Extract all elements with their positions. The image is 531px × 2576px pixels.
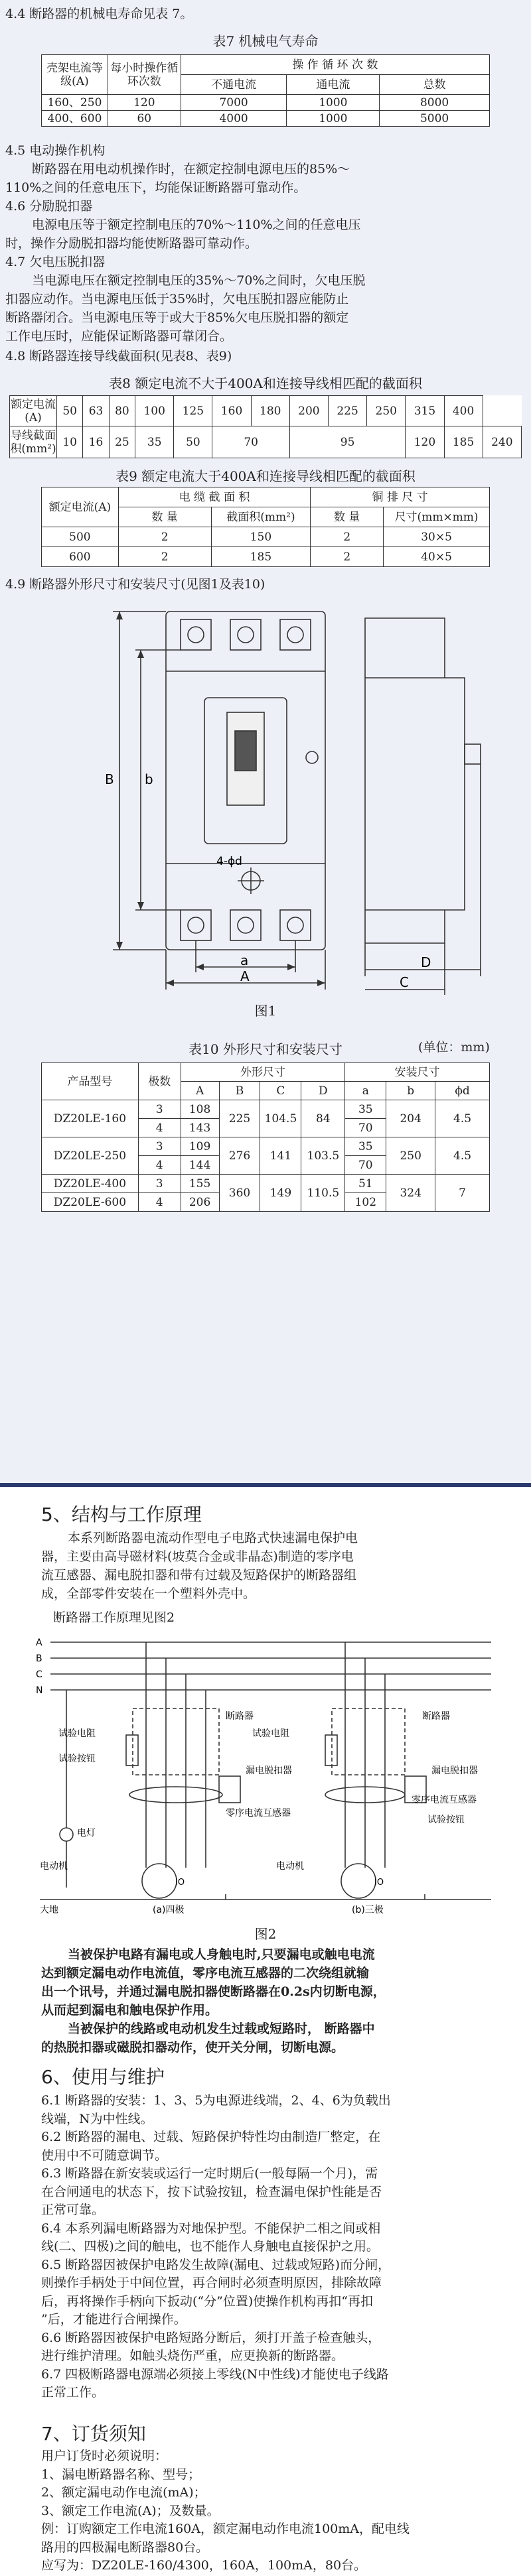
label-motor-b: 电动机 [276, 1861, 304, 1872]
s6-line: ”后，才能进行合闸操作。 [41, 2312, 187, 2327]
text-4-6-line2: 时，操作分励脱扣器均能使断路器可靠动作。 [5, 236, 258, 251]
t9-cell: 30×5 [384, 527, 490, 547]
t8-section: 10 [57, 426, 83, 458]
t10-cell: 7 [435, 1175, 490, 1212]
s7-line: 3、额定工作电流(A)；及数量。 [41, 2503, 220, 2518]
t9-cell: 2 [118, 527, 211, 547]
t8-current: 180 [251, 396, 289, 426]
s5-bold-line2: 达到额定漏电动作电流值，零序电流互感器的二次绕组就输 [41, 1966, 370, 1980]
label-leak-trip-a: 漏电脱扣器 [246, 1766, 292, 1776]
t10-cell: 149 [260, 1175, 301, 1212]
table10-caption: 表10 外形尺寸和安装尺寸 [189, 1041, 342, 1057]
table9 [41, 487, 490, 567]
t8-section: 50 [174, 426, 212, 458]
t7-cell: 60 [108, 111, 181, 127]
table8 [9, 395, 522, 458]
s6-line: 线端，N为中性线。 [41, 2111, 153, 2126]
t10-col-mount: 安装尺寸 [345, 1063, 490, 1082]
table8-caption: 表8 额定电流不大于400A和连接导线相匹配的截面积 [109, 375, 422, 391]
heading-section-5: 5、结构与工作原理 [41, 1504, 202, 1525]
t10-h-c: C [260, 1082, 301, 1100]
t8-section: 240 [483, 426, 521, 458]
t10-cell: 4 [138, 1193, 181, 1212]
t10-h-a2: a [345, 1082, 386, 1100]
t7-cell: 8000 [380, 95, 490, 111]
dim-label-a-big: A [240, 968, 250, 984]
s6-line: 6.5 断路器因被保护电路发生故障(漏电、过载或短路)而分闸， [41, 2257, 391, 2272]
t9-col-cable: 电 缆 截 面 积 [118, 487, 311, 507]
t8-section: 35 [135, 426, 174, 458]
t8-current: 125 [174, 396, 212, 426]
heading-4-5: 4.5 电动操作机构 [5, 143, 106, 158]
label-io-b: IO [374, 1878, 384, 1888]
s7-list [41, 2447, 410, 2575]
t10-cell: 360 [219, 1175, 260, 1212]
t10-cell: 276 [219, 1137, 260, 1175]
table10-unit: (单位：mm) [418, 1040, 490, 1055]
t10-h-a: A [181, 1082, 219, 1100]
side-view-body [365, 618, 465, 943]
figure1-caption: 图1 [254, 1003, 277, 1019]
s6-line: 6.3 断路器在新安装或运行一定时期后(一般每隔一个月)，需 [41, 2166, 378, 2181]
s5-bold-line6: 的热脱扣器或磁脱扣器动作，使开关分闸，切断电源。 [41, 2040, 344, 2055]
heading-section-6: 6、使用与维护 [41, 2066, 165, 2088]
t7-cell: 1000 [287, 95, 380, 111]
t7-col-frame: 壳架电流等级(A) [42, 55, 108, 95]
t10-cell: 3 [138, 1100, 181, 1119]
table-row [42, 1175, 490, 1193]
s6-line: 6.2 断路器的漏电、过载、短路保护特性均由制造厂整定，在 [41, 2130, 381, 2144]
t10-model: DZ20LE-250 [42, 1137, 139, 1175]
label-test-button-b: 试验按钮 [427, 1815, 465, 1825]
t9-cell: 150 [211, 527, 311, 547]
t9-sub-qty2: 数 量 [311, 507, 384, 527]
table7-caption: 表7 机械电气寿命 [212, 33, 319, 49]
t8-current: 160 [212, 396, 251, 426]
t10-cell: 35 [345, 1137, 386, 1156]
table-row [42, 95, 490, 111]
t9-cell: 40×5 [384, 547, 490, 567]
s6-line: 正常工作。 [41, 2385, 105, 2400]
bus-c-label: C [36, 1669, 42, 1680]
t10-cell: 51 [345, 1175, 386, 1193]
s7-line: 例：订购额定工作电流160A，额定漏电动作电流100mA，配电线 [41, 2522, 410, 2536]
t8-row2-label: 导线截面积(mm²) [10, 426, 57, 458]
s6-line: 使用中不可随意调节。 [41, 2148, 168, 2163]
t7-cell: 120 [108, 95, 181, 111]
t9-col-current: 额定电流(A) [42, 487, 119, 527]
table-row [10, 396, 522, 426]
s6-line: 6.1 断路器的安装：1、3、5为电源进线端，2、4、6为负载出 [41, 2093, 391, 2108]
figure1-outline-drawing [27, 598, 504, 996]
table-row [42, 1137, 490, 1156]
s6-list [41, 2092, 391, 2402]
dim-label-d: D [421, 954, 431, 970]
t8-current: 63 [83, 396, 109, 426]
t9-cell: 2 [311, 527, 384, 547]
t7-col-rate: 每小时操作循环次数 [108, 55, 181, 95]
label-four-pole: (a)四极 [153, 1905, 185, 1915]
table-row [42, 547, 490, 567]
s5-para-line2: 器，主要由高导磁材料(坡莫合金或非晶态)制造的零序电 [41, 1549, 354, 1564]
t10-cell: 204 [386, 1100, 435, 1137]
t9-cell: 500 [42, 527, 119, 547]
t10-cell: 324 [386, 1175, 435, 1212]
t10-cell: 104.5 [260, 1100, 301, 1137]
s6-line: 正常可靠。 [41, 2203, 105, 2217]
s5-para-line4: 成，全部零件安装在一个塑料外壳中。 [41, 1586, 256, 1601]
bus-a-label: A [36, 1638, 42, 1648]
t10-cell: 110.5 [301, 1175, 345, 1212]
t9-col-bar: 铜 排 尺 寸 [311, 487, 490, 507]
table-row [42, 527, 490, 547]
motor-3pole [341, 1864, 376, 1898]
t10-model: DZ20LE-600 [42, 1193, 139, 1212]
s6-line: 6.6 断路器因被保护电路短路分断后，须打开盖子检查触头， [41, 2330, 381, 2345]
t7-cell: 5000 [380, 111, 490, 127]
t10-col-model: 产品型号 [42, 1063, 139, 1100]
s6-line: 6.4 本系列漏电断路器为对地保护型。不能保护二相之间或相 [41, 2221, 381, 2236]
s6-line: 进行维护清理。如触头烧伤严重，应更换新的断路器。 [41, 2349, 344, 2363]
s7-line: 应写为：DZ20LE-160/4300，160A，100mA，80台。 [41, 2558, 367, 2573]
t7-sub-noload: 不通电流 [181, 75, 287, 95]
t7-sub-load: 通电流 [287, 75, 380, 95]
t7-cell: 160、250 [42, 95, 108, 111]
t8-current: 100 [135, 396, 174, 426]
s7-line: 用户订货时必须说明： [41, 2449, 168, 2463]
t10-cell: 70 [345, 1119, 386, 1137]
label-ct-a: 零序电流互感器 [226, 1808, 291, 1819]
t10-cell: 225 [219, 1100, 260, 1137]
t10-model: DZ20LE-160 [42, 1100, 139, 1137]
t10-cell: 250 [386, 1137, 435, 1175]
table-row [42, 111, 490, 127]
label-breaker-b: 断路器 [422, 1711, 450, 1722]
label-breaker-a: 断路器 [226, 1711, 254, 1722]
t8-section: 185 [444, 426, 483, 458]
t10-cell: 102 [345, 1193, 386, 1212]
t8-current: 400 [444, 396, 483, 426]
label-ct-b: 零序电流互感器 [412, 1795, 477, 1805]
dim-label-c: C [400, 974, 409, 990]
t10-cell: 4 [138, 1156, 181, 1175]
text-4-5-line1: 断路器在用电动机操作时，在额定控制电源电压的85%～ [32, 162, 350, 176]
t10-cell: 141 [260, 1137, 301, 1175]
text-4-7-line4: 工作电压时，应能保证断路器可靠闭合。 [5, 329, 233, 344]
test-resistor-4pole [126, 1735, 138, 1766]
s5-bold-line1: 当被保护电路有漏电或人身触电时,只要漏电或触电电流 [68, 1947, 375, 1962]
t8-section: 70 [212, 426, 289, 458]
t7-cell: 1000 [287, 111, 380, 127]
t8-current: 50 [57, 396, 83, 426]
dim-label-b-big: B [105, 771, 114, 787]
t10-cell: 3 [138, 1137, 181, 1156]
s5-bold-line5: 当被保护的线路或电动机发生过载或短路时， 断路器中 [68, 2022, 375, 2036]
dim-label-a-small: a [240, 952, 249, 968]
t7-col-cycles: 操 作 循 环 次 数 [181, 55, 489, 75]
label-leak-trip-b: 漏电脱扣器 [431, 1766, 478, 1776]
table10 [41, 1063, 490, 1212]
t10-col-outline: 外形尺寸 [181, 1063, 345, 1082]
lamp-symbol [60, 1828, 73, 1841]
t10-model: DZ20LE-400 [42, 1175, 139, 1193]
diagram-title: 断路器工作原理见图2 [53, 1610, 175, 1625]
text-4-7-line3: 断路器闭合。当电源电压等于或大于85%欠电压脱扣器的额定 [5, 310, 349, 325]
t7-sub-total: 总数 [380, 75, 490, 95]
s5-bold-line3: 出一个讯号，并通过漏电脱扣器使断路器在0.2s内切断电源， [41, 1984, 386, 1999]
t8-row1-label: 额定电流(A) [10, 396, 57, 426]
label-test-resistor-a: 试验电阻 [58, 1728, 96, 1739]
t8-section: 95 [289, 426, 406, 458]
heading-4-7: 4.7 欠电压脱扣器 [5, 255, 106, 269]
t10-cell: 144 [181, 1156, 219, 1175]
figure2-caption: 图2 [254, 1926, 277, 1942]
t10-h-d: D [301, 1082, 345, 1100]
t8-current: 250 [367, 396, 406, 426]
t8-section: 120 [406, 426, 444, 458]
table9-caption: 表9 额定电流大于400A和连接导线相匹配的截面积 [115, 468, 416, 484]
label-test-button-a: 试验按钮 [58, 1754, 96, 1764]
heading-4-9: 4.9 断路器外形尺寸和安装尺寸(见图1及表10) [5, 577, 266, 592]
trip-unit-4pole [219, 1776, 240, 1803]
t9-cell: 2 [118, 547, 211, 567]
t7-cell: 7000 [181, 95, 287, 111]
t9-cell: 185 [211, 547, 311, 567]
table7 [41, 54, 490, 127]
text-4-5-line2: 110%之间的任意电压下，均能保证断路器可靠动作。 [5, 180, 307, 195]
label-ground: 大地 [40, 1905, 58, 1915]
t8-current: 225 [328, 396, 366, 426]
t8-section: 25 [109, 426, 135, 458]
bus-n-label: N [36, 1685, 43, 1696]
dim-label-hole: 4-ϕd [216, 855, 242, 868]
t10-cell: 206 [181, 1193, 219, 1212]
t10-cell: 4.5 [435, 1100, 490, 1137]
s6-line: 在合闸通电的状态下，按下试验按钮，检查漏电保护性能是否 [41, 2184, 382, 2199]
s5-bold-line4: 从而起到漏电和触电保护作用。 [41, 2003, 218, 2018]
t10-cell: 109 [181, 1137, 219, 1156]
s6-line: 6.7 四极断路器电源端必须接上零线(N中性线)才能使电子线路 [41, 2366, 389, 2382]
t9-sub-size: 尺寸(mm×mm) [384, 507, 490, 527]
t9-cell: 2 [311, 547, 384, 567]
bus-b-label: B [36, 1653, 42, 1664]
heading-4-8: 4.8 断路器连接导线截面积(见表8、表9) [5, 349, 232, 363]
text-4-7-line2: 扣器应动作。当电源电压低于35%时，欠电压脱扣器应能防止 [5, 292, 349, 306]
t7-cell: 400、600 [42, 111, 108, 127]
label-lamp: 电灯 [77, 1828, 96, 1838]
figure2-wiring-diagram [27, 1629, 504, 1921]
breaker-box-3pole [332, 1708, 405, 1775]
t8-section: 16 [83, 426, 109, 458]
motor-4pole [142, 1864, 177, 1898]
t9-cell: 600 [42, 547, 119, 567]
t9-sub-qty: 数 量 [118, 507, 211, 527]
test-resistor-3pole [325, 1735, 337, 1766]
t10-cell: 108 [181, 1100, 219, 1119]
s5-para-line3: 流互感器、漏电脱扣器和带有过载及短路保护的断路器组 [41, 1568, 357, 1582]
t10-h-b2: b [386, 1082, 435, 1100]
text-4-6-line1: 电源电压等于额定控制电压的70%～110%之间的任意电压 [32, 218, 361, 232]
s6-line: 后，再将操作手柄向下扳动(“分”位置)使操作机构再扣“再扣 [41, 2293, 373, 2309]
table-row [10, 426, 522, 458]
t8-current: 80 [109, 396, 135, 426]
t10-cell: 3 [138, 1175, 181, 1193]
ct-4pole [129, 1787, 222, 1803]
table-row [42, 1100, 490, 1119]
t10-h-phi: ϕd [435, 1082, 490, 1100]
heading-4-6: 4.6 分励脱扣器 [5, 199, 93, 214]
t10-h-b: B [219, 1082, 260, 1100]
t10-cell: 143 [181, 1119, 219, 1137]
t8-current: 315 [406, 396, 444, 426]
heading-section-7: 7、订货须知 [41, 2423, 146, 2445]
s5-para-line1: 本系列断路器电流动作型电子电路式快速漏电保护电 [68, 1531, 358, 1545]
dim-label-b-small: b [145, 771, 153, 787]
t10-cell: 103.5 [301, 1137, 345, 1175]
s6-line: 则操作手柄处于中间位置，再合闸时必须查明原因，排除故障 [41, 2276, 382, 2290]
heading-4-4: 4.4 断路器的机械电寿命见表 7。 [5, 7, 193, 21]
t10-cell: 155 [181, 1175, 219, 1193]
s7-line: 2、额定漏电动作电流(mA)； [41, 2485, 206, 2500]
t10-cell: 35 [345, 1100, 386, 1119]
t10-cell: 84 [301, 1100, 345, 1137]
section-divider [0, 1483, 531, 1487]
t10-col-poles: 极数 [138, 1063, 181, 1100]
t7-cell: 4000 [181, 111, 287, 127]
t8-current: 200 [289, 396, 328, 426]
label-test-resistor-b: 试验电阻 [252, 1728, 289, 1739]
t10-cell: 4.5 [435, 1137, 490, 1175]
s6-line: 线(二、四极)之间的触电，也不能作人身触电直接保护之用。 [41, 2239, 379, 2254]
s7-line: 路用的四极漏电断路器80台。 [41, 2540, 209, 2555]
label-motor-a: 电动机 [40, 1861, 68, 1872]
text-4-7-line1: 当电源电压在额定控制电压的35%～70%之间时，欠电压脱 [32, 273, 366, 288]
s7-line: 1、漏电断路器名称、型号； [41, 2467, 201, 2482]
t9-sub-area: 截面积(mm²) [211, 507, 311, 527]
t10-cell: 4 [138, 1119, 181, 1137]
label-three-pole: (b)三极 [352, 1905, 384, 1915]
t10-cell: 70 [345, 1156, 386, 1175]
label-io-a: IO [175, 1878, 185, 1888]
